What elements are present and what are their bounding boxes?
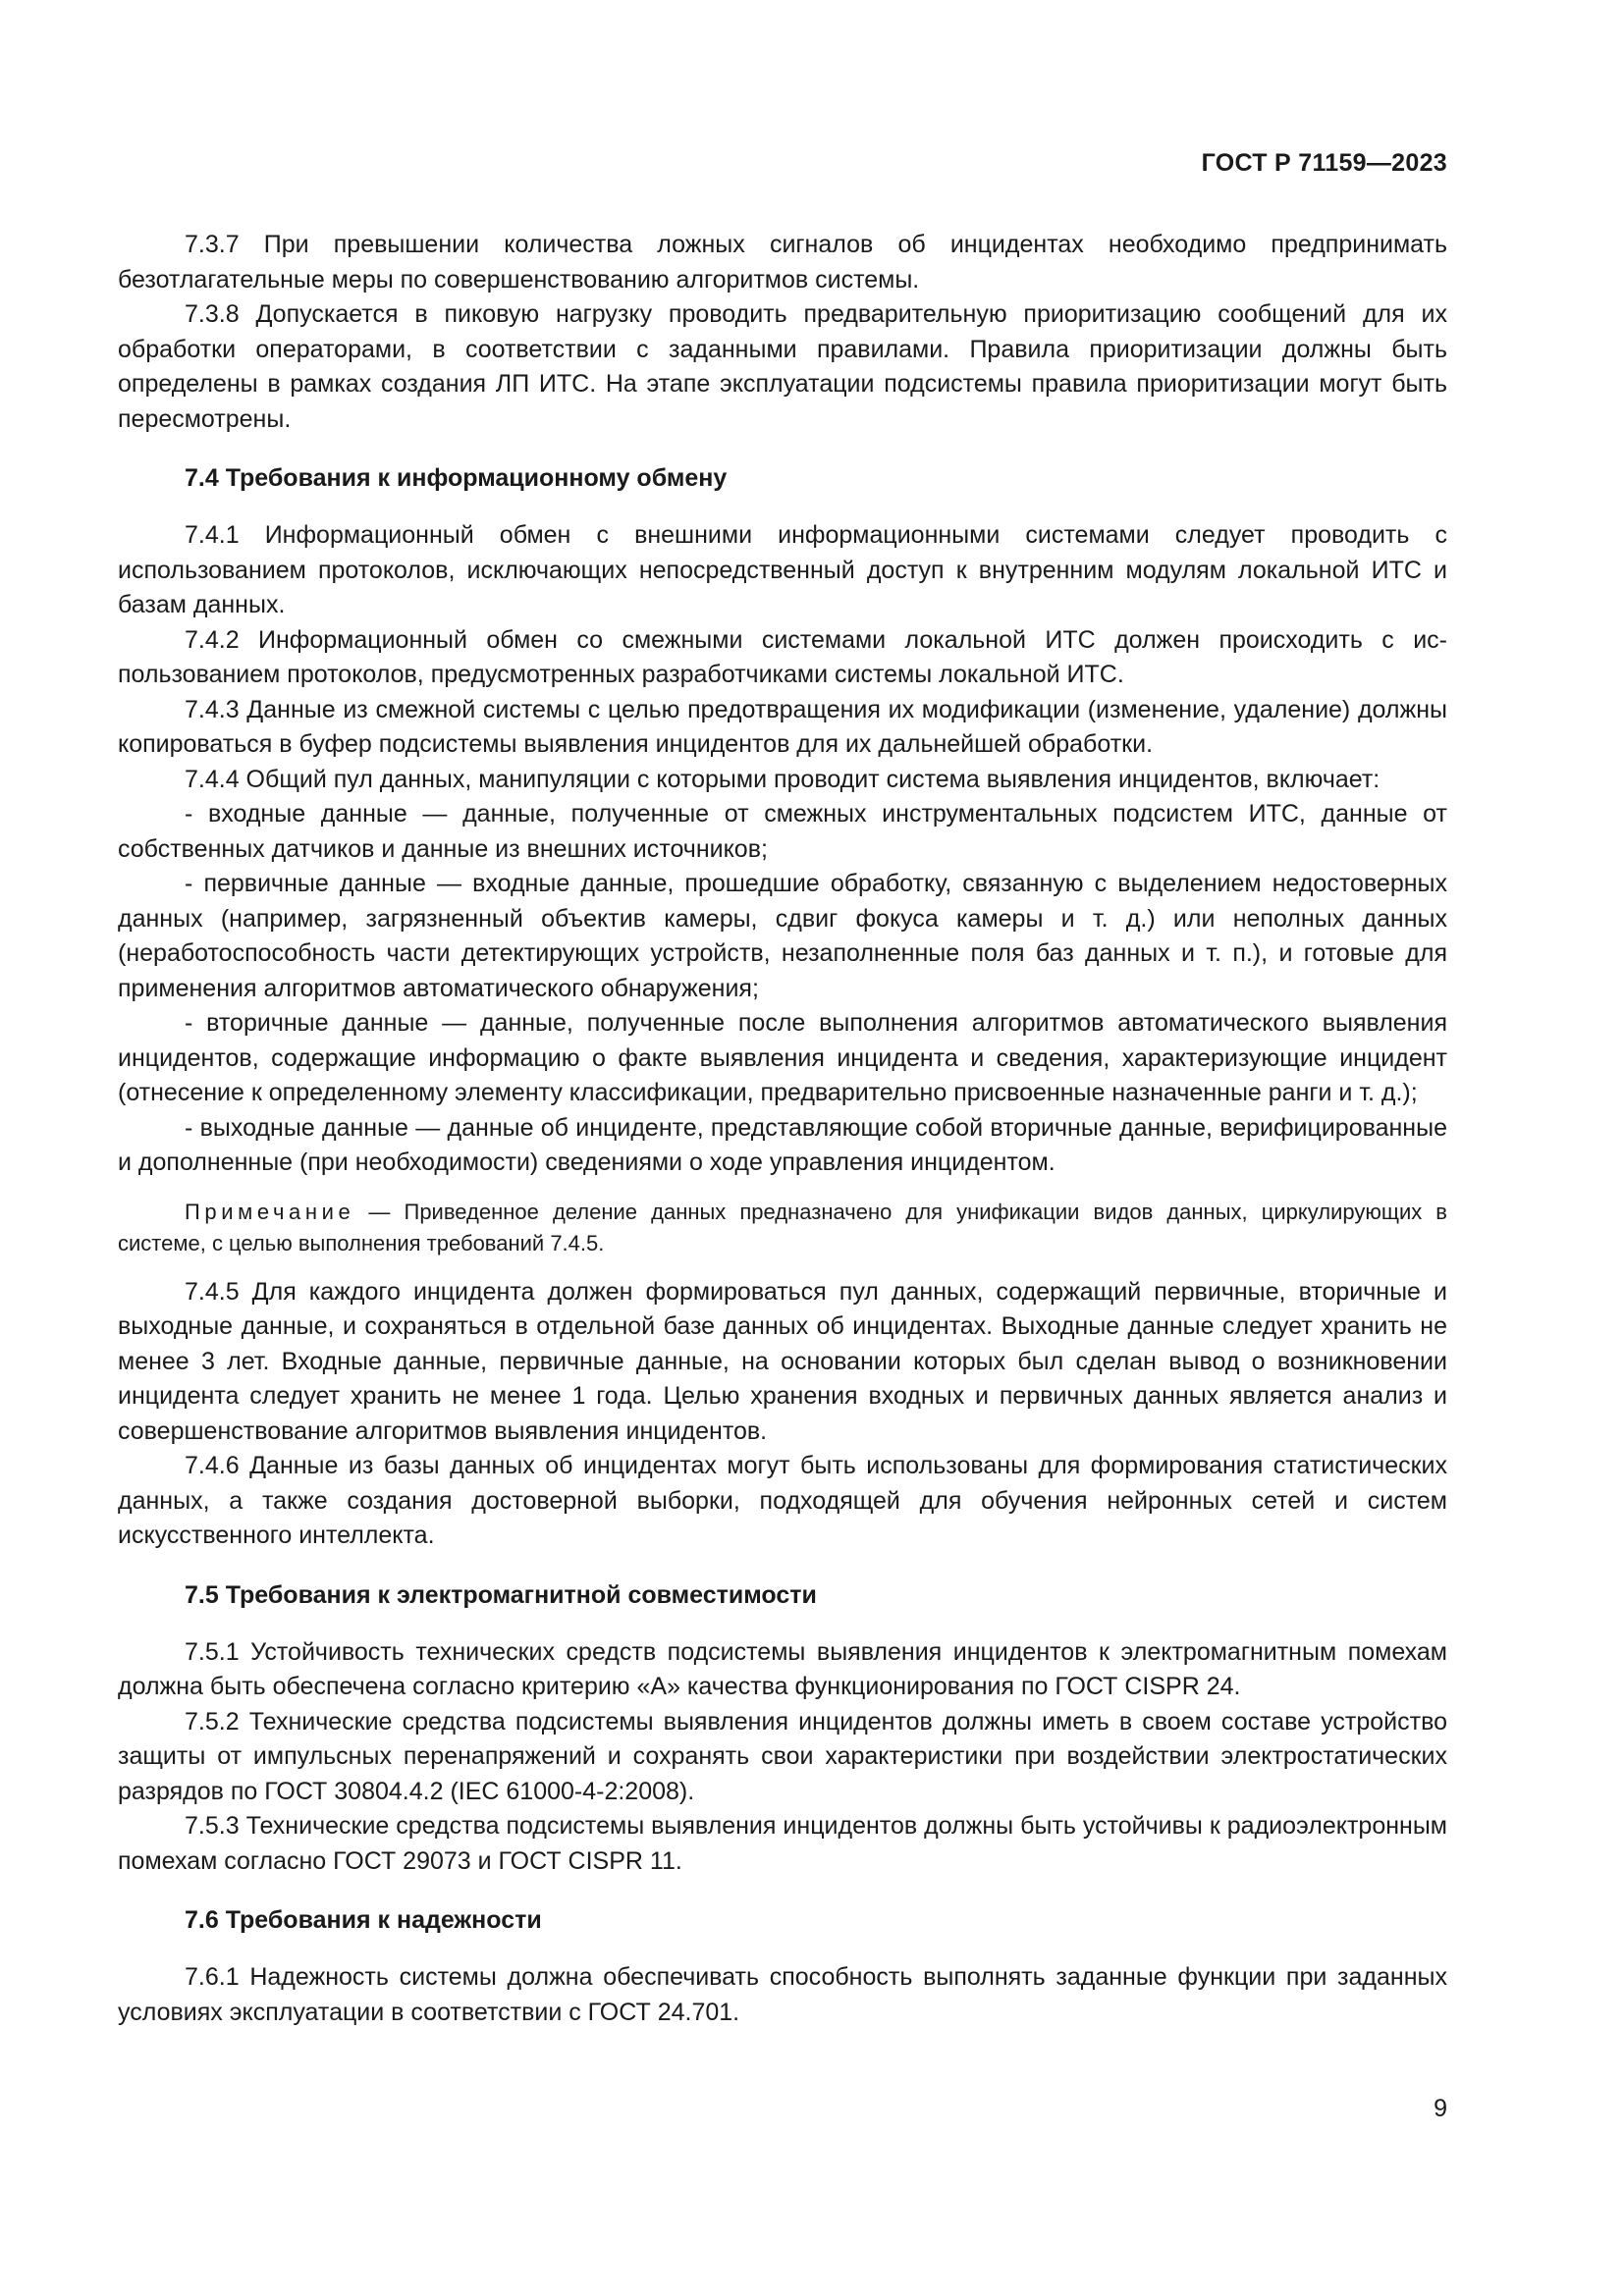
list-item-input-data: - входные данные — данные, полученные от смежных инструментальных подсистем ИТС, данные от собственных датчиков и данные из внешних источников; xyxy=(118,800,1447,863)
section-heading-7-4: 7.4 Требования к информационному обмену xyxy=(185,464,728,492)
note-label: Примечание xyxy=(185,1199,355,1224)
section-heading-7-6: 7.6 Требования к надежности xyxy=(185,1906,542,1934)
paragraph-7-5-1: 7.5.1 Устойчивость технических средств подсистемы выявления инцидентов к электромагнитным помехам должна быть обеспечена согласно критерию «А» качества функционирования по ГОСТ CISPR 24. xyxy=(118,1637,1447,1700)
paragraph-7-4-4: 7.4.4 Общий пул данных, манипуляции с которыми проводит система выявления инцидентов, включает: xyxy=(185,765,1380,793)
paragraph-7-4-5: 7.4.5 Для каждого инцидента должен формироваться пул данных, содержащий первичные, вторичные и выходные данные, и сохраняться в отдельной базе данных об инцидентах. Выходные данные следует хранить не менее 3 лет. Входные данные, первичные данные, на основании которых был сделан вывод о возникновении инцидента следует хранить не менее 1 года. Целью хранения входных и первичных данных является анализ и совершенствование алгоритмов выявления инцидентов. xyxy=(118,1277,1447,1445)
list-item-primary-data: - первичные данные — входные данные, прошедшие обработку, связанную с выделением недостоверных данных (например, загрязненный объектив камеры, сдвиг фокуса камеры и т. д.) или неполных данных (неработоспособность части детектирующих устройств, незаполненные поля баз данных и т. п.), и готовые для применения алгоритмов автоматического обнаружения; xyxy=(118,870,1447,1002)
note-text: — Приведенное деление данных предназначено для унификации видов данных, циркулирующих в системе, с целью выполнения требований 7.4.5. xyxy=(118,1199,1447,1255)
document-page xyxy=(118,0,1447,2296)
paragraph-7-5-2: 7.5.2 Технические средства подсистемы выявления инцидентов должны иметь в своем составе устройство защиты от импульсных перенапряжений и сохранять свои характеристики при воздействии электростатических разрядов по ГОСТ 30804.4.2 (IEC 61000-4-2:2008). xyxy=(118,1707,1447,1805)
list-item-secondary-data: - вторичные данные — данные, полученные после выполнения алгоритмов автоматического выявления инцидентов, содержащие информацию о факте выявления инцидента и сведения, характеризующие инцидент (отнесение к определенному элементу классификации, предварительно присвоенные назначенные ранги и т. д.); xyxy=(118,1009,1447,1106)
paragraph-7-4-3: 7.4.3 Данные из смежной системы с целью предотвращения их модификации (изменение, удаление) должны копироваться в буфер подсистемы выявления инцидентов для их дальнейшей обработки. xyxy=(118,695,1447,758)
document-header-id: ГОСТ Р 71159—2023 xyxy=(1201,149,1447,177)
page-number: 9 xyxy=(1434,2095,1447,2122)
paragraph-7-4-6: 7.4.6 Данные из базы данных об инцидентах могут быть использованы для формирования статистических данных, а также создания достоверной выборки, подходящей для обучения нейронных сетей и систем искусственного интеллекта. xyxy=(118,1452,1447,1549)
section-heading-7-5: 7.5 Требования к электромагнитной совместимости xyxy=(185,1580,817,1609)
paragraph-7-3-8: 7.3.8 Допускается в пиковую нагрузку проводить предварительную приоритизацию сообщений для их обработки операторами, в соответствии с заданными правилами. Правила приоритизации должны быть определены в рамках создания ЛП ИТС. На этапе эксплуатации подсистемы правила приоритизации могут быть пересмотрены. xyxy=(118,300,1447,433)
paragraph-7-4-1: 7.4.1 Информационный обмен с внешними информационными системами следует проводить с использованием протоколов, исключающих непосредственный доступ к внутренним модулям локальной ИТС и базам данных. xyxy=(118,521,1447,618)
note xyxy=(118,1197,1447,1259)
paragraph-7-6-1: 7.6.1 Надежность системы должна обеспечивать способность выполнять заданные функции при заданных условиях эксплуатации в соответствии с ГОСТ 24.701. xyxy=(118,1963,1447,2026)
paragraph-7-3-7: 7.3.7 При превышении количества ложных сигналов об инцидентах необходимо предпринимать безотлагательные меры по совершенствованию алгоритмов системы. xyxy=(118,231,1447,294)
list-item-output-data: - выходные данные — данные об инциденте, представляющие собой вторичные данные, верифицированные и дополненные (при необходимости) сведениями о ходе управления инцидентом. xyxy=(118,1113,1447,1176)
paragraph-7-5-3: 7.5.3 Технические средства подсистемы выявления инцидентов должны быть устойчивы к радиоэлектронным помехам согласно ГОСТ 29073 и ГОСТ CISPR 11. xyxy=(118,1812,1447,1875)
paragraph-7-4-2: 7.4.2 Информационный обмен со смежными системами локальной ИТС должен происходить с использованием протоколов, предусмотренных разработчиками системы локальной ИТС. xyxy=(118,625,1447,688)
document-body xyxy=(118,228,1447,2030)
